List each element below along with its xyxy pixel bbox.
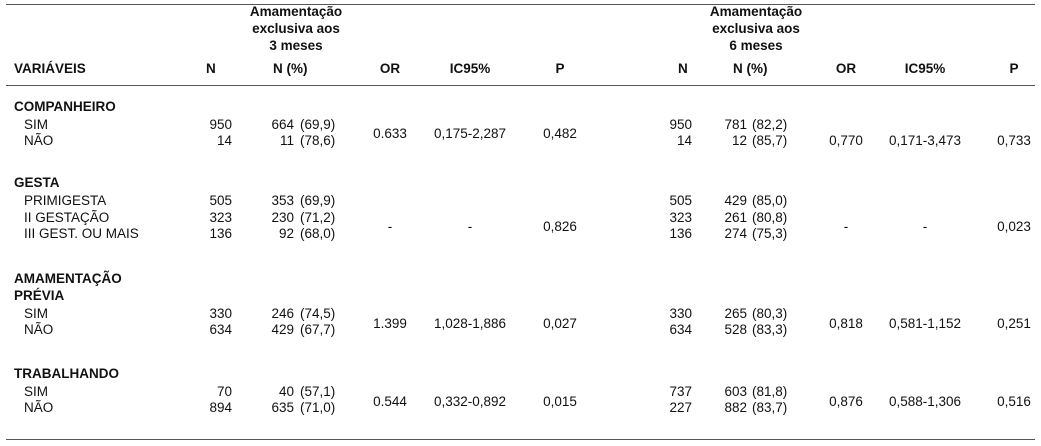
section-title-gesta: GESTA xyxy=(14,175,60,190)
row-label: NÃO xyxy=(24,400,54,415)
group-header-3m-line3: 3 meses xyxy=(269,38,323,53)
row-label: NÃO xyxy=(24,322,54,337)
section-title-amamentacao-previa-line2: PRÉVIA xyxy=(14,288,65,303)
row-label: SIM xyxy=(24,384,49,399)
col-header-npct-6m: N (%) xyxy=(733,61,768,76)
ic95-6m: 0,581-1,152 xyxy=(888,316,962,331)
count-3m: 635 xyxy=(271,400,294,415)
count-6m: 274 xyxy=(724,226,747,241)
count-3m: 353 xyxy=(271,193,294,208)
count-3m: 40 xyxy=(278,384,294,399)
or-6m: - xyxy=(843,219,849,234)
count-3m: 429 xyxy=(271,322,294,337)
count-3m: 11 xyxy=(279,133,294,148)
ic95-6m: - xyxy=(922,219,928,234)
top-rule xyxy=(6,4,1035,5)
col-header-n-3m: N xyxy=(206,61,216,76)
pct-3m: (71,2) xyxy=(300,210,336,225)
count-6m: 265 xyxy=(724,306,747,321)
n-6m: 950 xyxy=(669,117,692,132)
n-6m: 14 xyxy=(676,133,692,148)
n-6m: 323 xyxy=(669,210,692,225)
row-label: SIM xyxy=(24,117,49,132)
n-3m: 323 xyxy=(209,210,232,225)
ic95-3m: 0,332-0,892 xyxy=(433,394,507,409)
n-6m: 634 xyxy=(669,322,692,337)
row-label: SIM xyxy=(24,306,49,321)
ic95-3m: 0,175-2,287 xyxy=(433,126,507,141)
pct-6m: (83,7) xyxy=(752,400,788,415)
p-6m: 0,733 xyxy=(997,133,1031,148)
p-6m: 0,251 xyxy=(997,316,1031,331)
group-header-6m-line3: 6 meses xyxy=(729,38,783,53)
p-3m: 0,482 xyxy=(543,126,577,141)
pct-3m: (68,0) xyxy=(300,226,336,241)
row-label: II GESTAÇÃO xyxy=(24,210,110,225)
or-3m: - xyxy=(387,219,393,234)
pct-6m: (80,3) xyxy=(752,306,788,321)
pct-3m: (71,0) xyxy=(300,400,336,415)
n-3m: 950 xyxy=(209,117,232,132)
col-header-npct-3m: N (%) xyxy=(273,61,308,76)
group-header-3m-line2: exclusiva aos xyxy=(252,21,340,36)
or-3m: 1.399 xyxy=(373,316,407,331)
count-6m: 429 xyxy=(724,193,747,208)
n-3m: 634 xyxy=(209,322,232,337)
pct-6m: (85,0) xyxy=(752,193,788,208)
section-title-trabalhando: TRABALHANDO xyxy=(14,366,119,381)
or-3m: 0.633 xyxy=(373,126,407,141)
p-3m: 0,027 xyxy=(543,316,577,331)
count-6m: 882 xyxy=(724,400,747,415)
count-6m: 528 xyxy=(724,322,747,337)
n-3m: 894 xyxy=(209,400,232,415)
col-header-ic95-3m: IC95% xyxy=(449,61,491,76)
pct-3m: (78,6) xyxy=(300,133,336,148)
n-3m: 136 xyxy=(209,226,232,241)
count-3m: 664 xyxy=(271,117,294,132)
count-6m: 261 xyxy=(724,210,747,225)
p-6m: 0,516 xyxy=(997,394,1031,409)
count-3m: 230 xyxy=(271,210,294,225)
p-6m: 0,023 xyxy=(997,219,1031,234)
pct-6m: (85,7) xyxy=(752,133,788,148)
pct-3m: (69,9) xyxy=(300,193,336,208)
group-header-3m-line1: Amamentação xyxy=(249,4,343,19)
pct-6m: (75,3) xyxy=(752,226,788,241)
count-3m: 246 xyxy=(271,306,294,321)
ic95-3m: - xyxy=(467,219,473,234)
count-6m: 12 xyxy=(731,133,747,148)
n-3m: 70 xyxy=(216,384,232,399)
row-label: PRIMIGESTA xyxy=(24,193,107,208)
n-3m: 14 xyxy=(216,133,232,148)
col-header-p-3m: P xyxy=(555,61,565,76)
n-6m: 737 xyxy=(669,384,692,399)
bottom-rule xyxy=(6,439,1035,440)
n-6m: 505 xyxy=(669,193,692,208)
or-6m: 0,818 xyxy=(829,316,863,331)
pct-6m: (80,8) xyxy=(752,210,788,225)
pct-6m: (83,3) xyxy=(752,322,788,337)
or-6m: 0,876 xyxy=(829,394,863,409)
count-3m: 92 xyxy=(278,226,294,241)
or-6m: 0,770 xyxy=(829,133,863,148)
ic95-3m: 1,028-1,886 xyxy=(433,316,507,331)
row-label: NÃO xyxy=(24,133,54,148)
n-3m: 330 xyxy=(209,306,232,321)
or-3m: 0.544 xyxy=(373,394,407,409)
col-header-n-6m: N xyxy=(678,61,688,76)
col-header-ic95-6m: IC95% xyxy=(904,61,946,76)
group-header-6m-line2: exclusiva aos xyxy=(712,21,800,36)
row-label: III GEST. OU MAIS xyxy=(24,226,139,241)
count-6m: 603 xyxy=(724,384,747,399)
col-header-p-6m: P xyxy=(1009,61,1019,76)
pct-3m: (67,7) xyxy=(300,322,336,337)
col-header-or-3m: OR xyxy=(379,61,401,76)
p-3m: 0,826 xyxy=(543,219,577,234)
pct-6m: (81,8) xyxy=(752,384,788,399)
p-3m: 0,015 xyxy=(543,394,577,409)
n-6m: 227 xyxy=(669,400,692,415)
ic95-6m: 0,588-1,306 xyxy=(888,394,962,409)
n-6m: 330 xyxy=(669,306,692,321)
ic95-6m: 0,171-3,473 xyxy=(888,133,962,148)
count-6m: 781 xyxy=(724,117,747,132)
section-title-amamentacao-previa-line1: AMAMENTAÇÃO xyxy=(14,271,122,286)
pct-3m: (74,5) xyxy=(300,306,336,321)
group-header-6m-line1: Amamentação xyxy=(709,4,803,19)
n-3m: 505 xyxy=(209,193,232,208)
n-6m: 136 xyxy=(669,226,692,241)
section-title-companheiro: COMPANHEIRO xyxy=(14,99,116,114)
pct-3m: (69,9) xyxy=(300,117,336,132)
pct-6m: (82,2) xyxy=(752,117,788,132)
header-rule xyxy=(6,85,1035,86)
pct-3m: (57,1) xyxy=(300,384,336,399)
col-header-or-6m: OR xyxy=(835,61,857,76)
col-header-variaveis: VARIÁVEIS xyxy=(14,61,86,76)
